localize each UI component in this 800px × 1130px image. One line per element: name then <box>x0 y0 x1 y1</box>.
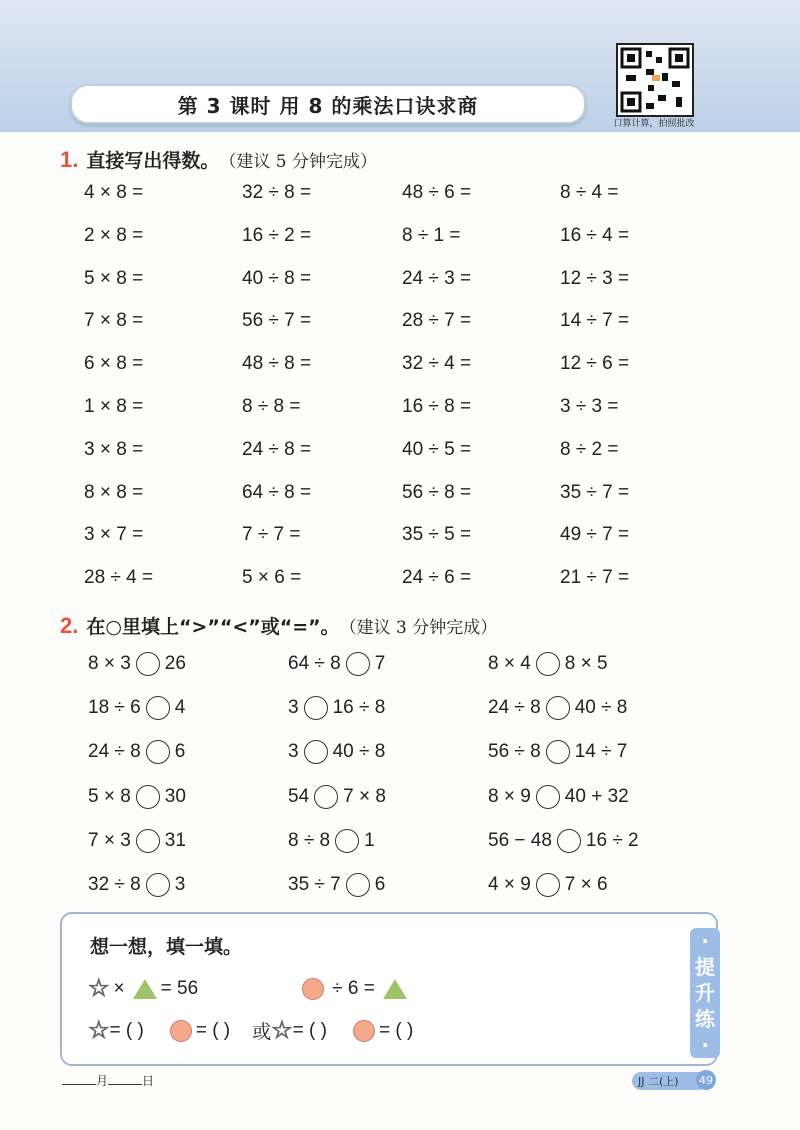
comparison-row <box>88 652 728 682</box>
problem-row <box>84 310 724 340</box>
answer-blank[interactable]: = ( ) <box>109 1019 144 1041</box>
problem-item[interactable]: 35 ÷ 5 = <box>402 524 472 546</box>
comparison-left: 8 × 3 <box>88 653 131 674</box>
comparison-right: 14 ÷ 7 <box>574 741 628 763</box>
problem-item[interactable]: 7 ÷ 7 = <box>242 524 301 546</box>
problem-item[interactable]: 64 ÷ 8 = <box>242 481 312 503</box>
section1-heading <box>60 146 377 173</box>
answer-circle[interactable] <box>314 785 338 809</box>
comparison-left: 7 × 3 <box>88 829 131 851</box>
comparison-item <box>488 873 608 897</box>
answer-circle[interactable] <box>536 873 560 897</box>
eq2-op: ÷ 6 = <box>332 977 375 999</box>
think-equations <box>88 974 411 1003</box>
circle-icon <box>170 1020 192 1042</box>
problem-row <box>84 439 724 469</box>
answer-circle[interactable] <box>146 696 170 720</box>
section2-number: 2. <box>60 613 79 638</box>
circle-icon <box>353 1020 375 1042</box>
problem-row <box>84 396 724 426</box>
problem-item[interactable]: 4 × 8 = <box>84 182 144 203</box>
problem-item[interactable]: 6 × 8 = <box>84 353 144 375</box>
star-icon: ☆ <box>271 1017 293 1044</box>
answer-circle[interactable] <box>304 740 328 764</box>
problem-row <box>84 182 724 212</box>
comparison-left: 54 <box>288 785 310 807</box>
day-label: 日 <box>142 1074 155 1088</box>
comparison-right: 26 <box>164 653 186 674</box>
comparison-left: 8 ÷ 8 <box>288 829 331 851</box>
triangle-icon <box>383 979 407 999</box>
problem-item[interactable]: 40 ÷ 5 = <box>402 438 472 460</box>
comparison-left: 56 − 48 <box>488 829 552 851</box>
comparison-left: 18 ÷ 6 <box>88 697 141 719</box>
comparison-left: 4 × 9 <box>488 874 531 895</box>
problem-item[interactable]: 24 ÷ 3 = <box>402 267 472 289</box>
side-tab-char: 提 <box>695 955 715 979</box>
comparison-left: 56 ÷ 8 <box>488 741 541 763</box>
comparison-right: 40 + 32 <box>564 785 629 807</box>
problem-item[interactable]: 16 ÷ 2 = <box>242 224 312 246</box>
answer-circle[interactable] <box>146 740 170 764</box>
comparison-item <box>88 740 185 764</box>
answer-circle[interactable] <box>146 873 170 897</box>
answer-circle[interactable] <box>346 652 370 676</box>
side-tab-char: · <box>701 929 709 953</box>
answer-circle[interactable] <box>557 829 581 853</box>
comparison-right: 8 × 5 <box>564 653 608 674</box>
problem-item[interactable]: 40 ÷ 8 = <box>242 267 312 289</box>
comparison-right: 7 × 8 <box>343 785 386 807</box>
answer-circle[interactable] <box>536 785 560 809</box>
comparison-right: 1 <box>364 829 375 851</box>
month-label: 月 <box>96 1074 109 1088</box>
answer-circle[interactable] <box>136 785 160 809</box>
answer-blank[interactable]: = ( ) <box>378 1019 414 1041</box>
problem-row <box>84 353 724 383</box>
comparison-row <box>88 785 728 815</box>
comparison-item <box>88 829 186 853</box>
comparison-left: 3 <box>288 741 299 763</box>
problem-item[interactable]: 32 ÷ 8 = <box>242 182 312 203</box>
problem-item[interactable]: 12 ÷ 3 = <box>560 267 630 289</box>
comparison-item <box>88 652 186 676</box>
comparison-row <box>88 696 728 726</box>
problem-row <box>84 225 724 255</box>
comparison-left: 32 ÷ 8 <box>88 874 141 895</box>
section1-hint: （建议 5 分钟完成） <box>219 152 377 172</box>
problem-item[interactable]: 32 ÷ 4 = <box>402 353 472 375</box>
answer-circle[interactable] <box>136 652 160 676</box>
comparison-item <box>288 740 385 764</box>
problem-row <box>84 524 724 554</box>
comparison-right: 3 <box>174 874 186 895</box>
problem-item[interactable]: 7 × 8 = <box>84 310 144 332</box>
problem-item[interactable]: 16 ÷ 4 = <box>560 224 630 246</box>
answer-circle[interactable] <box>346 873 370 897</box>
problem-item[interactable]: 14 ÷ 7 = <box>560 310 630 332</box>
think-box <box>60 912 718 1066</box>
problem-item[interactable]: 35 ÷ 7 = <box>560 481 630 503</box>
comparison-right: 40 ÷ 8 <box>332 741 386 763</box>
comparison-item <box>488 829 639 853</box>
comparison-right: 6 <box>174 741 186 763</box>
problem-item[interactable]: 8 ÷ 2 = <box>560 438 619 460</box>
eq1-rhs: = 56 <box>160 977 199 999</box>
comparison-item <box>288 829 375 853</box>
problem-item[interactable]: 48 ÷ 6 = <box>402 182 472 203</box>
star-icon: ☆ <box>88 1017 110 1044</box>
answer-blank[interactable]: = ( ) <box>292 1019 327 1041</box>
answer-circle[interactable] <box>304 696 328 720</box>
problem-item[interactable]: 24 ÷ 8 = <box>242 438 312 460</box>
comparison-item <box>288 785 386 809</box>
section1-number: 1. <box>60 147 79 172</box>
side-tab-char: 升 <box>695 981 715 1005</box>
comparison-item <box>488 696 627 720</box>
comparison-right: 16 ÷ 8 <box>332 697 386 719</box>
lesson-title-bar <box>70 84 586 124</box>
problem-item[interactable]: 48 ÷ 8 = <box>242 353 312 375</box>
problem-item[interactable]: 3 ÷ 3 = <box>560 396 619 417</box>
comparison-left: 8 × 4 <box>488 653 531 674</box>
section2-title: 在○里填上“>”“<”或“=”。 <box>86 616 340 638</box>
comparison-item <box>488 785 629 809</box>
problem-item[interactable]: 28 ÷ 7 = <box>402 310 472 332</box>
comparison-item <box>88 696 185 720</box>
comparison-right: 7 <box>374 653 386 674</box>
comparison-item <box>488 652 608 676</box>
problem-item[interactable]: 3 × 7 = <box>84 524 144 546</box>
comparison-right: 40 ÷ 8 <box>574 697 628 719</box>
or-label: 或 <box>252 1022 272 1043</box>
comparison-left: 64 ÷ 8 <box>288 653 341 674</box>
comparison-item <box>288 696 385 720</box>
problem-item[interactable]: 16 ÷ 8 = <box>402 396 472 417</box>
qr-code-icon[interactable] <box>616 43 694 117</box>
section2-heading <box>60 612 497 639</box>
think-answers <box>88 1016 413 1045</box>
comparison-right: 6 <box>374 874 386 895</box>
answer-circle[interactable] <box>546 740 570 764</box>
problem-item[interactable]: 2 × 8 = <box>84 224 144 246</box>
problem-item[interactable]: 8 × 8 = <box>84 481 144 503</box>
comparison-left: 8 × 9 <box>488 785 531 807</box>
comparison-right: 31 <box>164 829 186 851</box>
star-icon: ☆ <box>88 975 110 1002</box>
comparison-right: 7 × 6 <box>564 874 608 895</box>
comparison-item <box>88 785 186 809</box>
problem-item[interactable]: 3 × 8 = <box>84 438 144 460</box>
circle-icon <box>302 978 324 1000</box>
problem-item[interactable]: 8 ÷ 1 = <box>402 224 461 246</box>
answer-blank[interactable]: = ( ) <box>195 1019 231 1041</box>
comparison-right: 4 <box>174 697 186 719</box>
problem-item[interactable]: 24 ÷ 6 = <box>402 567 472 589</box>
section2-hint: （建议 3 分钟完成） <box>339 618 498 638</box>
comparison-left: 3 <box>288 697 299 719</box>
comparison-item <box>288 873 385 897</box>
lesson-title: 第 3 课时 用 8 的乘法口诀求商 <box>177 93 479 118</box>
comparison-left: 35 ÷ 7 <box>288 874 341 895</box>
side-tab-char: 练 <box>695 1007 715 1031</box>
problem-item[interactable]: 5 × 8 = <box>84 267 144 289</box>
section1-title: 直接写出得数。 <box>86 150 220 172</box>
problem-item[interactable]: 49 ÷ 7 = <box>560 524 630 546</box>
comparison-left: 5 × 8 <box>88 785 131 807</box>
triangle-icon <box>133 979 157 999</box>
problem-row <box>84 567 724 597</box>
problem-item[interactable]: 56 ÷ 7 = <box>242 310 312 332</box>
comparison-row <box>88 873 728 903</box>
comparison-left: 24 ÷ 8 <box>88 741 141 763</box>
qr-caption: 口算计算，拍照批改 <box>613 119 695 129</box>
grade-badge: JJ 二(上) <box>632 1072 708 1090</box>
side-tab <box>690 928 720 1058</box>
answer-circle[interactable] <box>536 652 560 676</box>
comparison-left: 24 ÷ 8 <box>488 697 541 719</box>
comparison-row <box>88 740 728 770</box>
problem-item[interactable]: 28 ÷ 4 = <box>84 567 154 589</box>
comparison-item <box>488 740 627 764</box>
side-tab-char: · <box>701 1033 709 1057</box>
think-title: 想一想，填一填。 <box>90 936 243 958</box>
problem-item[interactable]: 8 ÷ 8 = <box>242 396 301 417</box>
problem-item[interactable]: 1 × 8 = <box>84 396 144 417</box>
comparison-row <box>88 829 728 859</box>
answer-circle[interactable] <box>546 696 570 720</box>
comparison-item <box>288 652 385 676</box>
answer-circle[interactable] <box>335 829 359 853</box>
answer-circle[interactable] <box>136 829 160 853</box>
eq1-op: × <box>113 977 125 999</box>
problem-item[interactable]: 56 ÷ 8 = <box>402 481 472 503</box>
comparison-item <box>88 873 185 897</box>
problem-item[interactable]: 5 × 6 = <box>242 567 302 589</box>
problem-item[interactable]: 12 ÷ 6 = <box>560 353 630 375</box>
comparison-right: 30 <box>164 785 186 807</box>
problem-item[interactable]: 21 ÷ 7 = <box>560 567 630 589</box>
page-number: 49 <box>696 1070 716 1090</box>
problem-row <box>84 482 724 512</box>
problem-row <box>84 268 724 298</box>
problem-item[interactable]: 8 ÷ 4 = <box>560 182 619 203</box>
date-line <box>62 1072 154 1089</box>
comparison-right: 16 ÷ 2 <box>585 829 639 851</box>
